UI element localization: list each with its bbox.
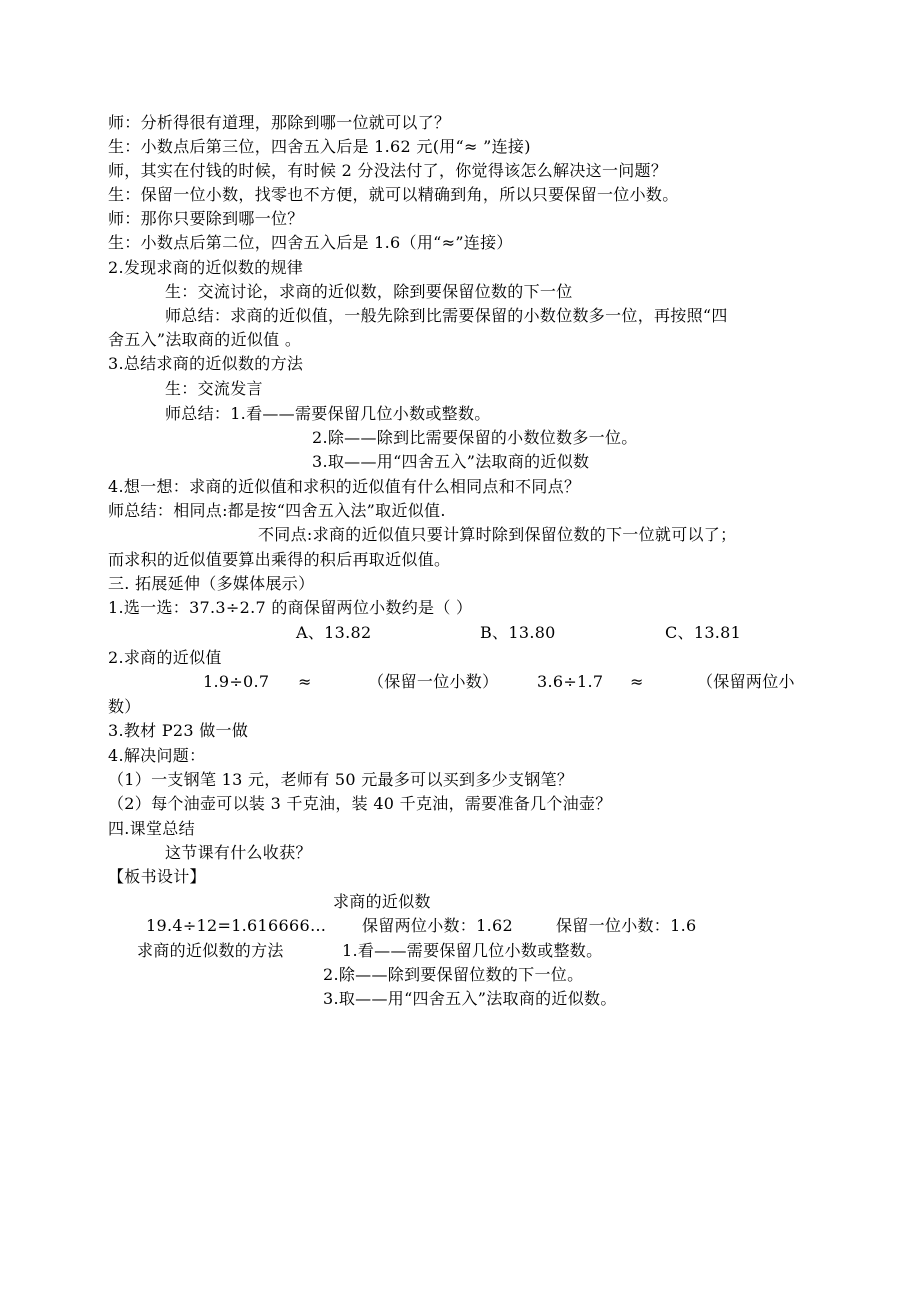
approx-expression: 3.6÷1.7	[537, 672, 604, 691]
exercise-line: （2）每个油壶可以装 3 千克油，装 40 千克油，需要准备几个油壶？	[108, 794, 612, 813]
choice-b: B、13.80	[480, 623, 556, 642]
method-step: 3.取——用“四舍五入”法取商的近似数	[312, 452, 590, 471]
board-step: 2.除——除到要保留位数的下一位。	[323, 965, 584, 984]
board-method-label: 求商的近似数的方法	[137, 941, 284, 960]
approx-expression: 1.9÷0.7	[203, 672, 270, 691]
dialogue-line: 不同点:求商的近似值只要计算时除到保留位数的下一位就可以了；	[258, 525, 737, 544]
dialogue-line: 师总结：1.看——需要保留几位小数或整数。	[165, 404, 491, 423]
dialogue-line: 师总结：相同点:都是按“四舍五入法”取近似值.	[108, 501, 446, 520]
section-heading: 4.想一想：求商的近似值和求积的近似值有什么相同点和不同点？	[108, 477, 581, 496]
choice-c: C、13.81	[665, 623, 742, 642]
exercise-line: 数）	[108, 697, 141, 716]
dialogue-line: 师：分析得很有道理，那除到哪一位就可以了？	[108, 113, 451, 132]
dialogue-line: 生：小数点后第二位，四舍五入后是 1.6（用“≈”连接）	[108, 233, 513, 252]
dialogue-line: 生：小数点后第三位，四舍五入后是 1.62 元(用“≈ ”连接)	[108, 137, 531, 156]
section-heading: 四.课堂总结	[108, 819, 195, 838]
board-heading: 【板书设计】	[108, 867, 206, 886]
dialogue-line: 师，其实在付钱的时候，有时候 2 分没法付了，你觉得该怎么解决这一问题？	[108, 161, 668, 180]
board-keep-two: 保留两位小数：1.62	[362, 916, 513, 935]
section-heading: 三. 拓展延伸（多媒体展示）	[108, 574, 315, 593]
choice-a: A、13.82	[296, 623, 372, 642]
dialogue-line: 师总结：求商的近似值，一般先除到比需要保留的小数位数多一位，再按照“四	[165, 306, 728, 325]
exercise-line: （1）一支钢笔 13 元，老师有 50 元最多可以买到多少支钢笔？	[108, 770, 574, 789]
section-heading: 2.发现求商的近似数的规律	[108, 258, 304, 277]
section-heading: 3.总结求商的近似数的方法	[108, 354, 304, 373]
dialogue-line: 而求积的近似值要算出乘得的积后再取近似值。	[108, 550, 451, 569]
exercise-line: 1.选一选：37.3÷2.7 的商保留两位小数约是（ ）	[108, 598, 473, 617]
dialogue-line: 生：交流发言	[165, 379, 263, 398]
approx-note: （保留两位小	[697, 672, 795, 691]
dialogue-line: 生：交流讨论，求商的近似数，除到要保留位数的下一位	[165, 282, 573, 301]
board-step: 1.看——需要保留几位小数或整数。	[342, 941, 603, 960]
approx-symbol: ≈	[298, 672, 312, 691]
board-keep-one: 保留一位小数：1.6	[556, 916, 697, 935]
method-step: 2.除——除到比需要保留的小数位数多一位。	[312, 428, 638, 447]
board-title: 求商的近似数	[333, 892, 431, 911]
dialogue-line: 这节课有什么收获？	[165, 843, 312, 862]
board-step: 3.取——用“四舍五入”法取商的近似数。	[323, 989, 617, 1008]
dialogue-line: 师：那你只要除到哪一位？	[108, 209, 304, 228]
approx-symbol: ≈	[630, 672, 644, 691]
exercise-line: 2.求商的近似值	[108, 648, 222, 667]
approx-note: （保留一位小数）	[368, 672, 499, 691]
dialogue-line: 生：保留一位小数，找零也不方便，就可以精确到角，所以只要保留一位小数。	[108, 185, 679, 204]
dialogue-line: 舍五入”法取商的近似值 。	[108, 330, 302, 349]
board-equation: 19.4÷12=1.616666…	[146, 916, 327, 935]
exercise-line: 3.教材 P23 做一做	[108, 721, 249, 740]
exercise-line: 4.解决问题：	[108, 746, 206, 765]
